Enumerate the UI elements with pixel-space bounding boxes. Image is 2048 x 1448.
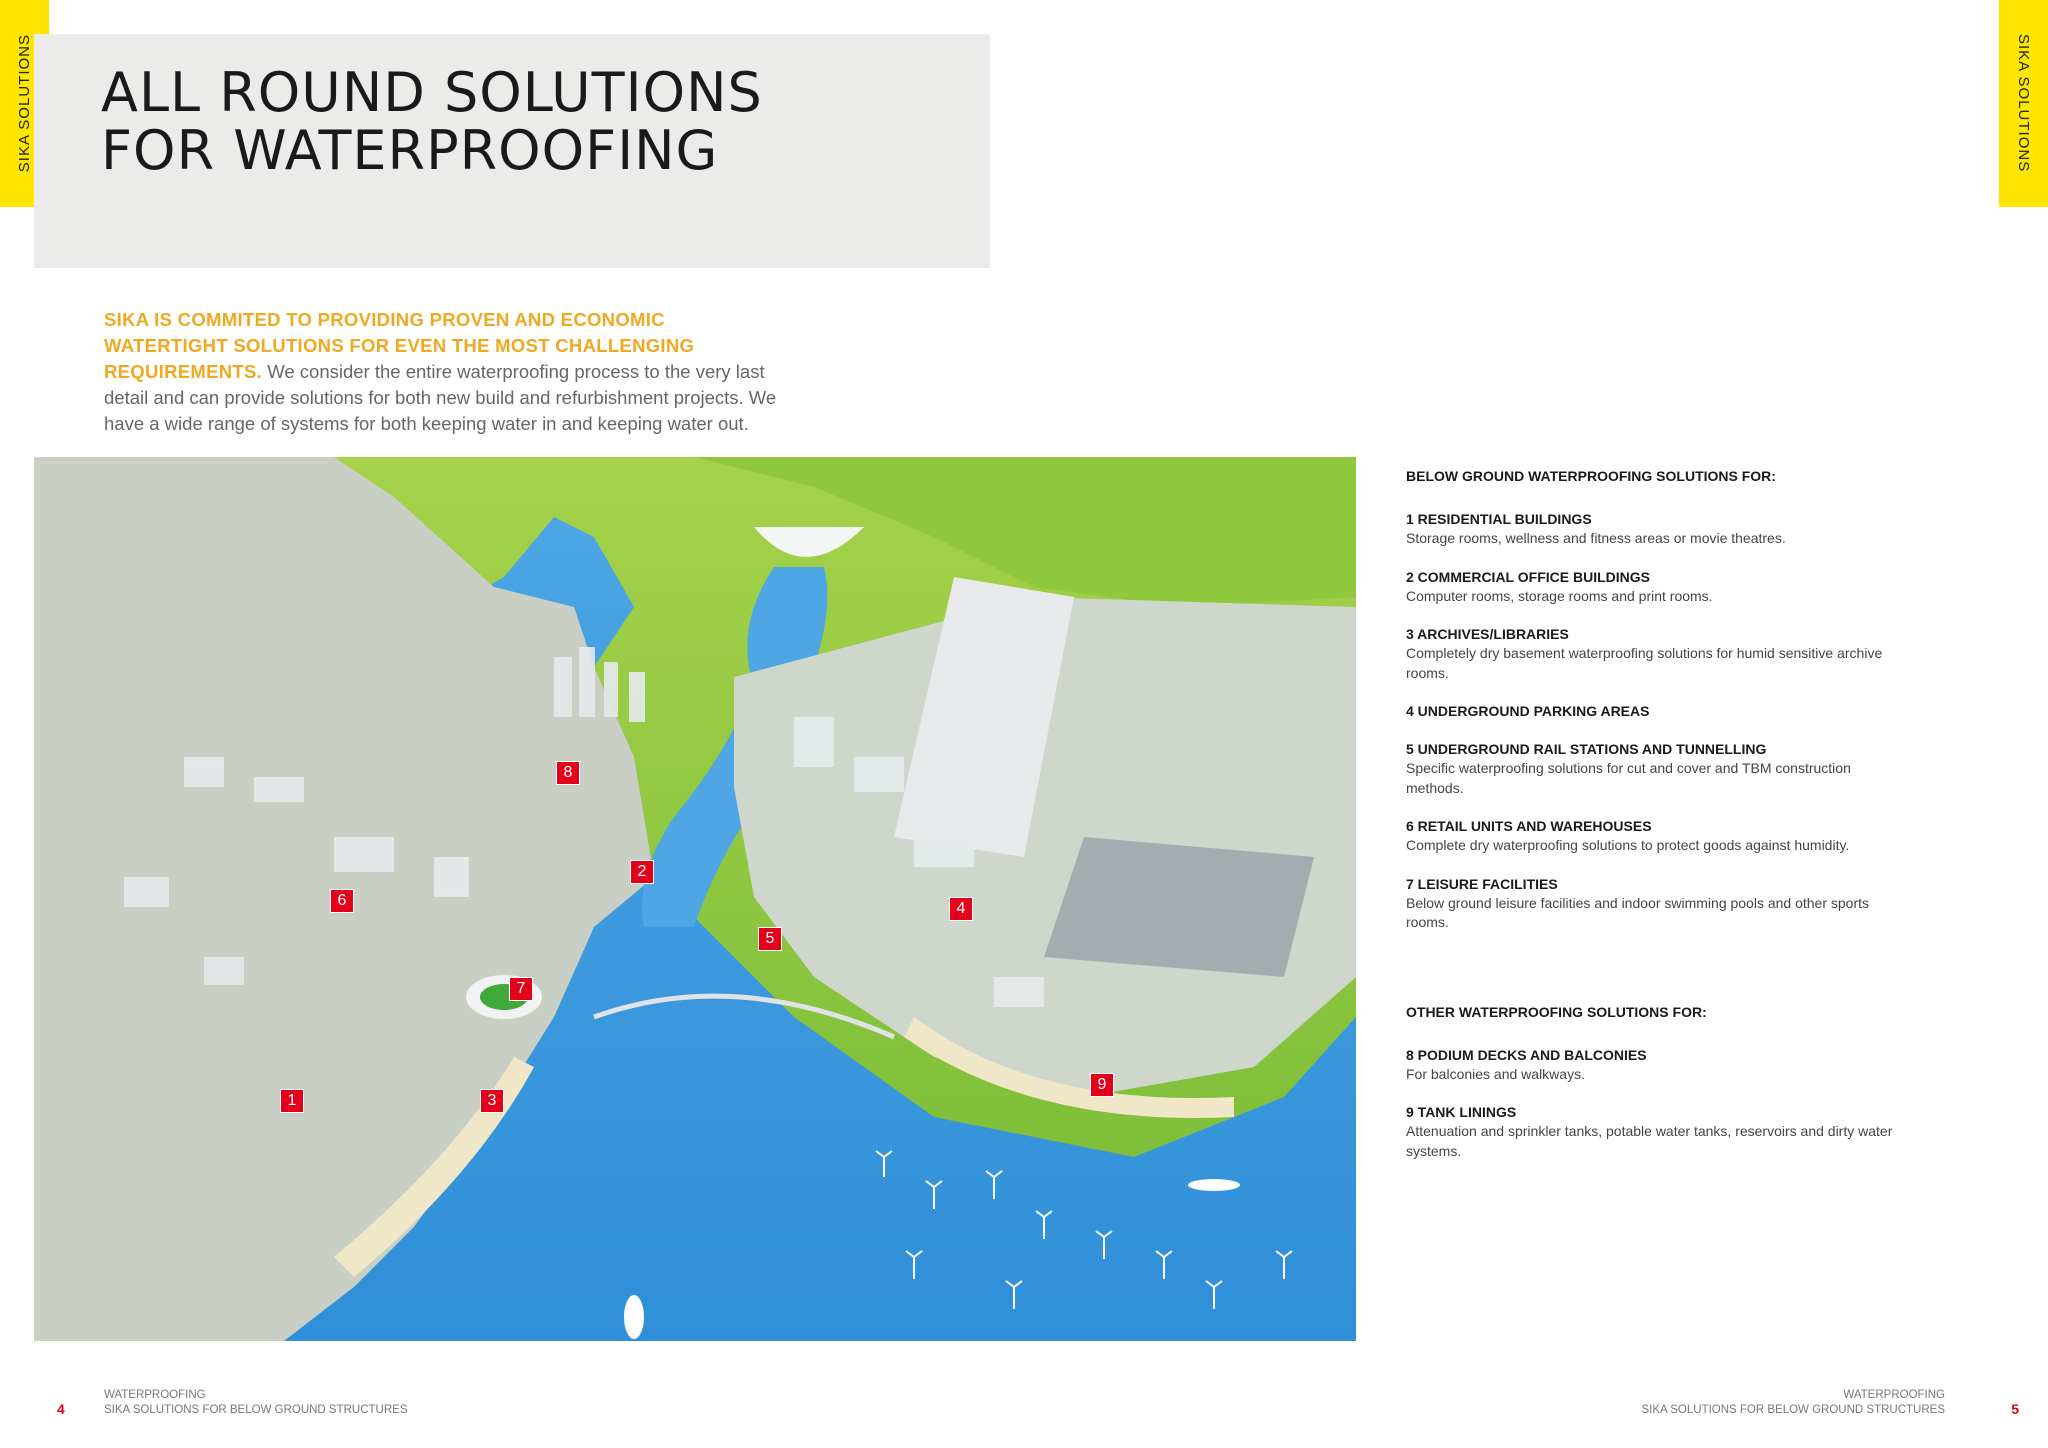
list-item: [1406, 510, 1906, 549]
list-item: [1406, 568, 1906, 607]
footer-line-2: SIKA SOLUTIONS FOR BELOW GROUND STRUCTURES: [1641, 1404, 1945, 1416]
side-tab-label: SIKA SOLUTIONS: [2015, 34, 2032, 173]
item-title: 8 PODIUM DECKS AND BALCONIES: [1406, 1046, 1647, 1063]
list-item: [1406, 625, 1906, 683]
item-title: 5 UNDERGROUND RAIL STATIONS AND TUNNELLING: [1406, 741, 1767, 757]
map-marker-9: 9: [1090, 1073, 1114, 1097]
map-marker-1: 1: [280, 1089, 304, 1113]
title-box: [34, 34, 990, 268]
map-marker-5: 5: [758, 927, 782, 951]
item-title: 3 ARCHIVES/LIBRARIES: [1406, 626, 1569, 642]
item-title: 9 TANK LININGS: [1406, 1104, 1517, 1120]
list-item: [1406, 817, 1906, 856]
item-title: 4 UNDERGROUND PARKING AREAS: [1406, 703, 1650, 719]
map-marker-4: 4: [949, 897, 973, 921]
page-number-right: 5: [2011, 1401, 2019, 1417]
intro-body: We consider the entire waterproofing process to the very last detail and can provide solutions for both new build and refurbishment projects. We have a wide range of systems for both keeping water in and keeping water out.: [104, 361, 777, 434]
item-title: 6 RETAIL UNITS AND WAREHOUSES: [1406, 818, 1652, 834]
item-title: 7 LEISURE FACILITIES: [1406, 875, 1558, 892]
item-desc: Attenuation and sprinkler tanks, potable water tanks, reservoirs and dirty water systems.: [1406, 1123, 1893, 1159]
list-item: [1406, 1103, 1906, 1161]
item-desc: Completely dry basement waterproofing solutions for humid sensitive archive rooms.: [1406, 645, 1883, 681]
item-title: 2 COMMERCIAL OFFICE BUILDINGS: [1406, 568, 1650, 585]
list-item: [1406, 740, 1906, 798]
item-title: 1 RESIDENTIAL BUILDINGS: [1406, 511, 1592, 527]
other-heading: OTHER WATERPROOFING SOLUTIONS FOR:: [1406, 1003, 1707, 1020]
list-item: [1406, 1046, 1906, 1085]
map-marker-8: 8: [556, 761, 580, 785]
item-desc: Complete dry waterproofing solutions to protect goods against humidity.: [1406, 837, 1850, 853]
map-marker-2: 2: [630, 860, 654, 884]
footer-left: [104, 1388, 408, 1418]
side-tab-label: SIKA SOLUTIONS: [16, 34, 33, 173]
map-marker-3: 3: [480, 1089, 504, 1113]
footer-line-2: SIKA SOLUTIONS FOR BELOW GROUND STRUCTURES: [104, 1404, 408, 1416]
footer-line-1: WATERPROOFING: [104, 1389, 206, 1401]
footer-right: [1641, 1388, 1945, 1418]
intro-highlight: SIKA IS COMMITED TO PROVIDING PROVEN AND ECONOMIC WATERTIGHT SOLUTIONS FOR EVEN THE MOST CHALLENGING REQUIREMENTS.: [104, 309, 695, 382]
below-ground-heading: BELOW GROUND WATERPROOFING SOLUTIONS FOR:: [1406, 468, 1776, 484]
footer-line-1: WATERPROOFING: [1843, 1389, 1945, 1401]
item-desc: Storage rooms, wellness and fitness areas or movie theatres.: [1406, 530, 1786, 546]
map-marker-6: 6: [330, 889, 354, 913]
item-desc: For balconies and walkways.: [1406, 1065, 1585, 1082]
item-desc: Computer rooms, storage rooms and print rooms.: [1406, 587, 1713, 604]
page-title: [101, 61, 901, 182]
item-desc: Specific waterproofing solutions for cut and cover and TBM construction methods.: [1406, 760, 1851, 796]
item-desc: Below ground leisure facilities and indoor swimming pools and other sports rooms.: [1406, 894, 1870, 930]
map-marker-7: 7: [509, 977, 533, 1001]
solutions-list: [1406, 468, 1906, 1180]
city-illustration: [34, 457, 1356, 1341]
side-tab-right: [1999, 0, 2048, 207]
spacer: [1406, 952, 1906, 1004]
list-item: [1406, 702, 1906, 721]
list-item: [1406, 875, 1906, 933]
title-line-2: FOR WATERPROOFING: [101, 119, 719, 182]
intro-paragraph: [104, 307, 794, 437]
title-line-1: ALL ROUND SOLUTIONS: [101, 61, 763, 124]
page-number-left: 4: [57, 1401, 65, 1417]
city-map-graphic: [34, 457, 1356, 1341]
